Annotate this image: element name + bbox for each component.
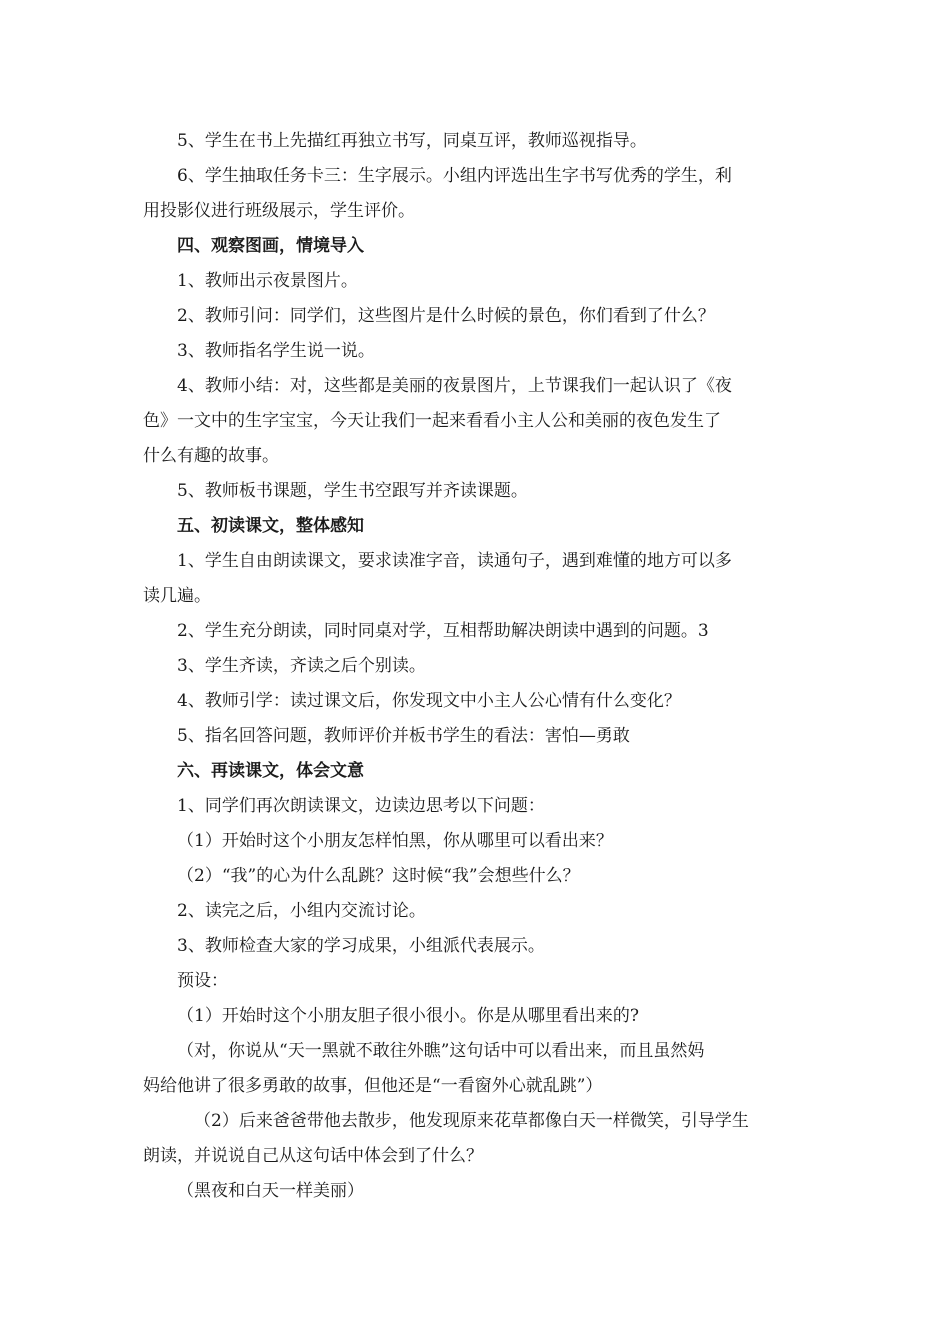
text-line: （1）开始时这个小朋友胆子很小很小。你是从哪里看出来的? (177, 1006, 639, 1026)
text-line: 用投影仪进行班级展示，学生评价。 (143, 201, 415, 221)
document-body (143, 124, 807, 1209)
text-line: 朗读，并说说自己从这句话中体会到了什么？ (143, 1146, 483, 1166)
text-line: 4、教师小结：对，这些都是美丽的夜景图片，上节课我们一起认识了《夜 (177, 376, 732, 396)
text-line: （2）“我”的心为什么乱跳？这时候“我”会想些什么？ (177, 866, 580, 886)
text-line: 妈给他讲了很多勇敢的故事，但他还是“一看窗外心就乱跳”） (143, 1076, 603, 1096)
text-line: 色》一文中的生字宝宝，今天让我们一起来看看小主人公和美丽的夜色发生了 (143, 411, 721, 431)
text-line: 2、教师引问：同学们，这些图片是什么时候的景色，你们看到了什么？ (177, 306, 715, 326)
text-line: 5、学生在书上先描红再独立书写，同桌互评，教师巡视指导。 (177, 131, 647, 151)
text-line: （对，你说从“天一黑就不敢往外瞧”这句话中可以看出来，而且虽然妈 (177, 1041, 705, 1061)
section-heading: 六、再读课文，体会文意 (177, 761, 364, 781)
text-line: 3、学生齐读，齐读之后个别读。 (177, 656, 426, 676)
text-line: （2）后来爸爸带他去散步，他发现原来花草都像白天一样微笑，引导学生 (194, 1111, 749, 1131)
text-line: 2、学生充分朗读，同时同桌对学，互相帮助解决朗读中遇到的问题。3 (177, 621, 709, 641)
text-line: 5、教师板书课题，学生书空跟写并齐读课题。 (177, 481, 528, 501)
section-heading: 五、初读课文，整体感知 (177, 516, 364, 536)
text-line: 2、读完之后，小组内交流讨论。 (177, 901, 426, 921)
text-line: 4、教师引学：读过课文后，你发现文中小主人公心情有什么变化？ (177, 691, 681, 711)
text-line: 什么有趣的故事。 (143, 446, 279, 466)
section-heading: 四、观察图画，情境导入 (177, 236, 364, 256)
text-line: （1）开始时这个小朋友怎样怕黑，你从哪里可以看出来？ (177, 831, 613, 851)
text-line: 1、教师出示夜景图片。 (177, 271, 358, 291)
text-line: 1、学生自由朗读课文，要求读准字音，读通句子，遇到难懂的地方可以多 (177, 551, 732, 571)
text-line: 预设： (177, 971, 228, 991)
text-line: 6、学生抽取任务卡三：生字展示。小组内评选出生字书写优秀的学生，利 (177, 166, 732, 186)
text-line: 5、指名回答问题，教师评价并板书学生的看法：害怕—勇敢 (177, 726, 630, 746)
text-line: 3、教师检查大家的学习成果，小组派代表展示。 (177, 936, 545, 956)
text-line: 1、同学们再次朗读课文，边读边思考以下问题： (177, 796, 545, 816)
text-line: 3、教师指名学生说一说。 (177, 341, 375, 361)
text-line: 读几遍。 (143, 586, 211, 606)
text-line: （黑夜和白天一样美丽） (177, 1181, 364, 1201)
